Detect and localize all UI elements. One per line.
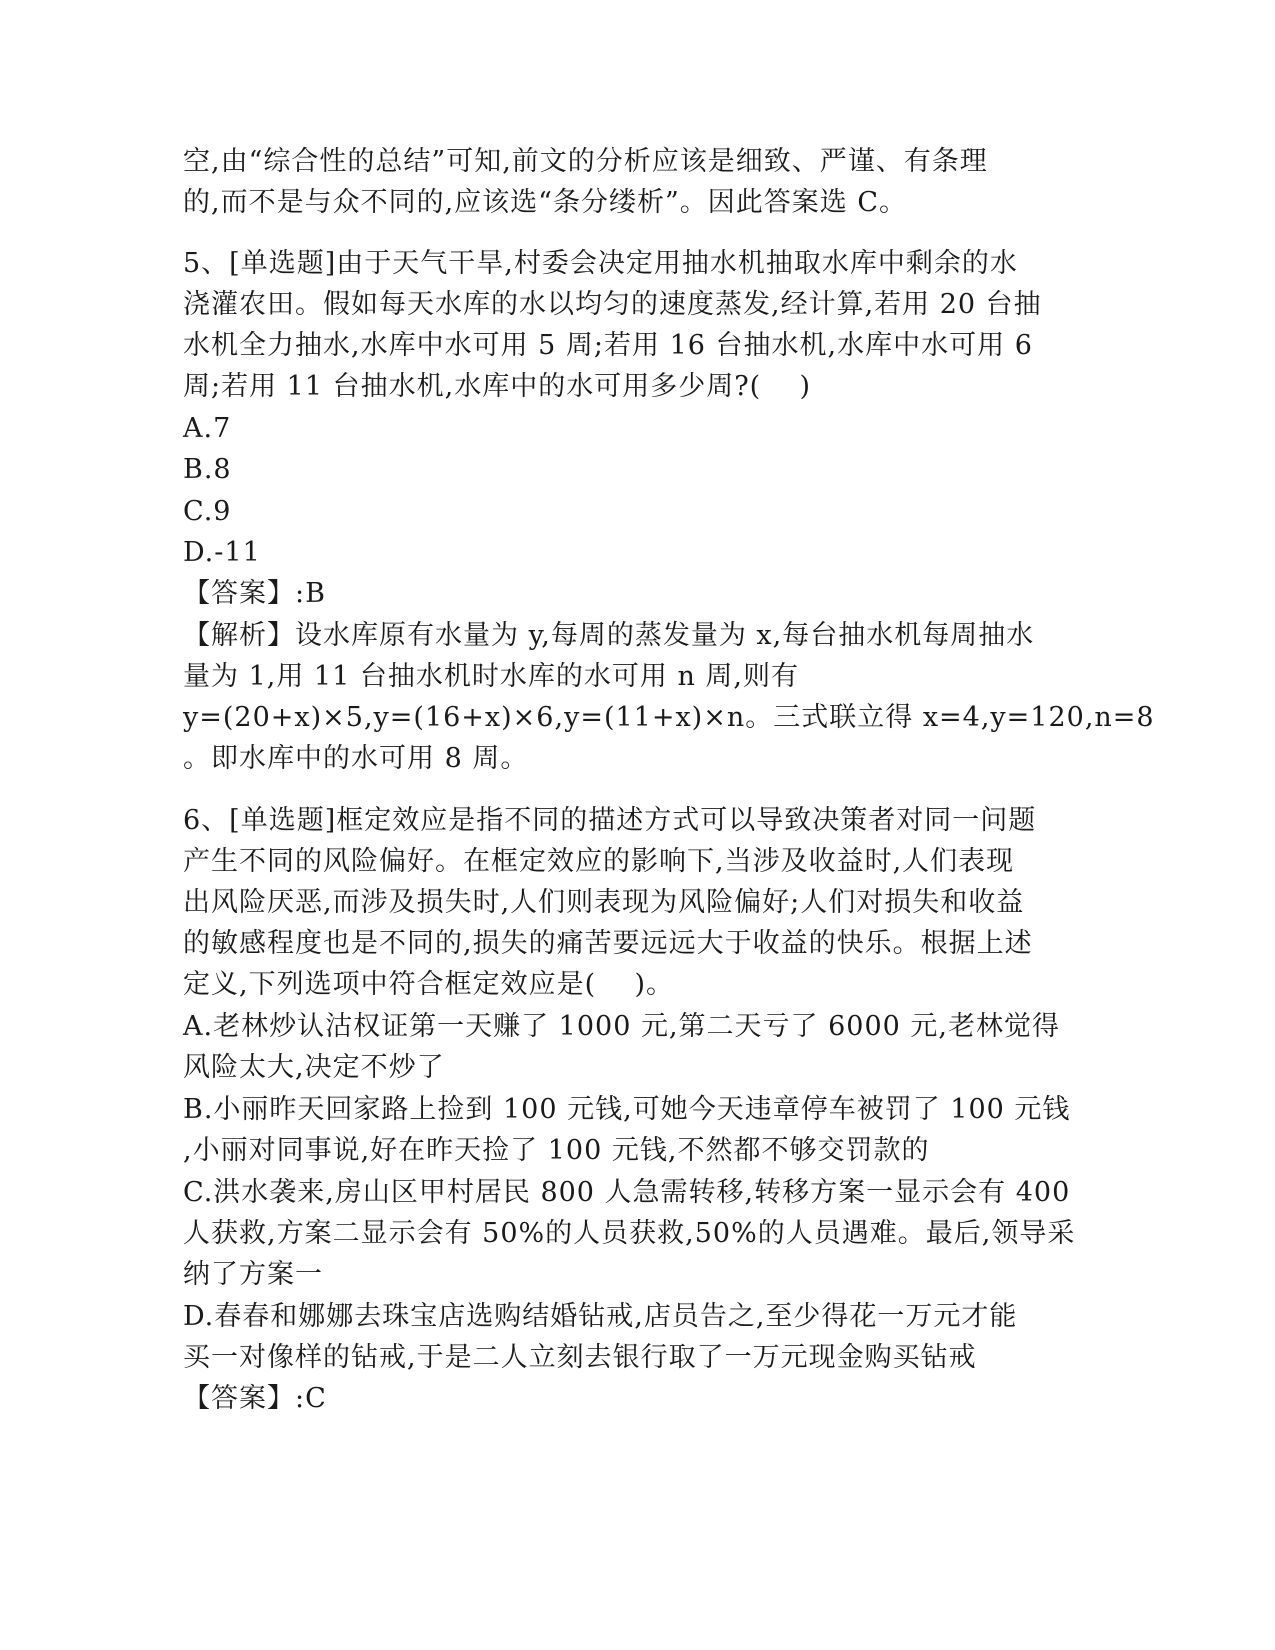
intro-line: 的,而不是与众不同的,应该选“条分缕析”。因此答案选 C。: [183, 187, 908, 218]
question-5-analysis: 量为 1,用 11 台抽水机时水库的水可用 n 周,则有: [183, 661, 800, 692]
question-5-text: 浇灌农田。假如每天水库的水以均匀的速度蒸发,经计算,若用 20 台抽: [183, 289, 1042, 320]
question-6-text: 6、[单选题]框定效应是指不同的描述方式可以导致决策者对同一问题: [183, 805, 1037, 836]
question-6-option-a: A.老林炒认沽权证第一天赚了 1000 元,第二天亏了 6000 元,老林觉得: [183, 1011, 1061, 1042]
question-6-option-c: C.洪水袭来,房山区甲村居民 800 人急需转移,转移方案一显示会有 400: [183, 1177, 1071, 1208]
intro-line: 空,由“综合性的总结”可知,前文的分析应该是细致、严谨、有条理: [183, 146, 988, 177]
question-5-text: 5、[单选题]由于天气干旱,村委会决定用抽水机抽取水库中剩余的水: [183, 248, 1018, 279]
question-5-answer: 【答案】:B: [183, 578, 326, 609]
question-6-answer: 【答案】:C: [183, 1383, 327, 1414]
question-6-option-d: D.春春和娜娜去珠宝店选购结婚钻戒,店员告之,至少得花一万元才能: [183, 1301, 1018, 1332]
question-6-text: 定义,下列选项中符合框定效应是( )。: [183, 969, 674, 1000]
question-5-analysis: 【解析】设水库原有水量为 y,每周的蒸发量为 x,每台抽水机每周抽水: [183, 620, 1035, 651]
question-5-option-a: A.7: [183, 413, 232, 444]
question-6-option-c: 纳了方案一: [183, 1259, 323, 1290]
question-5-option-b: B.8: [183, 454, 232, 485]
question-6-option-d: 买一对像样的钻戒,于是二人立刻去银行取了一万元现金购买钻戒: [183, 1342, 977, 1373]
question-5-text: 周;若用 11 台抽水机,水库中的水可用多少周?( ): [183, 371, 812, 402]
question-6-text: 出风险厌恶,而涉及损失时,人们则表现为风险偏好;人们对损失和收益: [183, 887, 1025, 918]
question-6-option-c: 人获救,方案二显示会有 50%的人员获救,50%的人员遇难。最后,领导采: [183, 1218, 1076, 1249]
question-6-option-b: B.小丽昨天回家路上捡到 100 元钱,可她今天违章停车被罚了 100 元钱: [183, 1094, 1071, 1125]
question-5-option-c: C.9: [183, 496, 232, 527]
question-6-text: 产生不同的风险偏好。在框定效应的影响下,当涉及收益时,人们表现: [183, 846, 1015, 877]
question-6-option-b: ,小丽对同事说,好在昨天捡了 100 元钱,不然都不够交罚款的: [183, 1135, 930, 1166]
question-5-option-d: D.-11: [183, 537, 261, 568]
question-5-analysis: y=(20+x)×5,y=(16+x)×6,y=(11+x)×n。三式联立得 x=4,y=120,n=8: [183, 702, 1155, 733]
question-6-option-a: 风险太大,决定不炒了: [183, 1052, 445, 1083]
question-6-text: 的敏感程度也是不同的,损失的痛苦要远远大于收益的快乐。根据上述: [183, 928, 1033, 959]
question-5-text: 水机全力抽水,水库中水可用 5 周;若用 16 台抽水机,水库中水可用 6: [183, 330, 1033, 361]
question-5-analysis: 。即水库中的水可用 8 周。: [183, 743, 529, 774]
